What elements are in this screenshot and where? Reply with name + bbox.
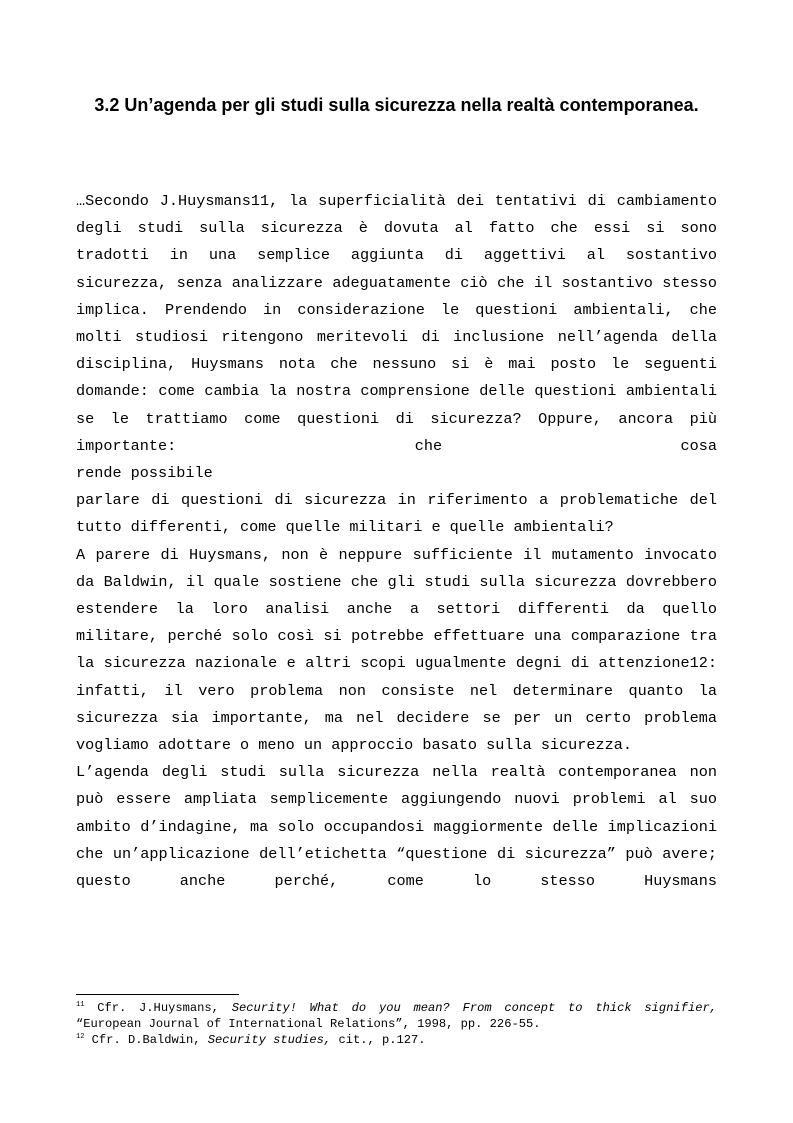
footnote-title: Security studies, [207,1033,332,1047]
footnotes [76,1000,717,1048]
footnote-text: Cfr. D.Baldwin, [91,1033,208,1047]
footnote-text: “European Journal of International Relations”, 1998, pp. 226-55. [76,1017,541,1031]
paragraph: parlare di questioni di sicurezza in riferimento a problematiche del tutto differenti, come quelle militari e quelle ambientali? [76,491,717,537]
footnote-11 [76,1000,717,1032]
paragraph: L’agenda degli studi sulla sicurezza nella realtà contemporanea non può essere ampliata semplicemente aggiungendo nuovi problemi al suo ambito d’indagine, ma solo occupandosi maggiormente delle implicazioni che un’applicazione dell’etichetta “questione di sicurezza” può avere; questo anche perché, come lo stesso Huysmans [76,763,717,891]
body-text [76,188,717,895]
footnote-title: Security! What do you mean? From concept to thick signifier, [231,1001,717,1015]
paragraph: A parere di Huysmans, non è neppure sufficiente il mutamento invocato da Baldwin, il quale sostiene che gli studi sulla sicurezza dovrebbero estendere la loro analisi anche a settori differenti da quello militare, perché solo così si potrebbe effettuare una comparazione tra la sicurezza nazionale e altri scopi ugualmente degni di attenzione12: infatti, il vero problema non consiste nel determinare quanto la sicurezza sia importante, ma nel decidere se per un certo problema vogliamo adottare o meno un approccio basato sulla sicurezza. [76,545,717,755]
footnote-12 [76,1032,717,1048]
footnote-text: Cfr. J.Huysmans, [97,1001,232,1015]
footnote-number: 11 [76,1001,85,1009]
footnote-separator [76,994,239,995]
footnote-text: cit., p.127. [331,1033,426,1047]
section-heading: 3.2 Un’agenda per gli studi sulla sicurezza nella realtà contemporanea. [94,95,699,115]
footnote-number: 12 [76,1033,85,1041]
paragraph: rende possibile [76,464,213,483]
paragraph: …Secondo J.Huysmans11, la superficialità dei tentativi di cambiamento degli studi sulla sicurezza è dovuta al fatto che essi si sono tradotti in una semplice aggiunta di aggettivi al sostantivo sicurezza, senza analizzare adeguatamente ciò che il sostantivo stesso implica. Prendendo in considerazione le questioni ambientali, che molti studiosi ritengono meritevoli di inclusione nell’agenda della disciplina, Huysmans nota che nessuno si è mai posto le seguenti domande: come cambia la nostra comprensione delle questioni ambientali se le trattiamo come questioni di sicurezza? Oppure, ancora più importante: che cosa [76,192,717,455]
